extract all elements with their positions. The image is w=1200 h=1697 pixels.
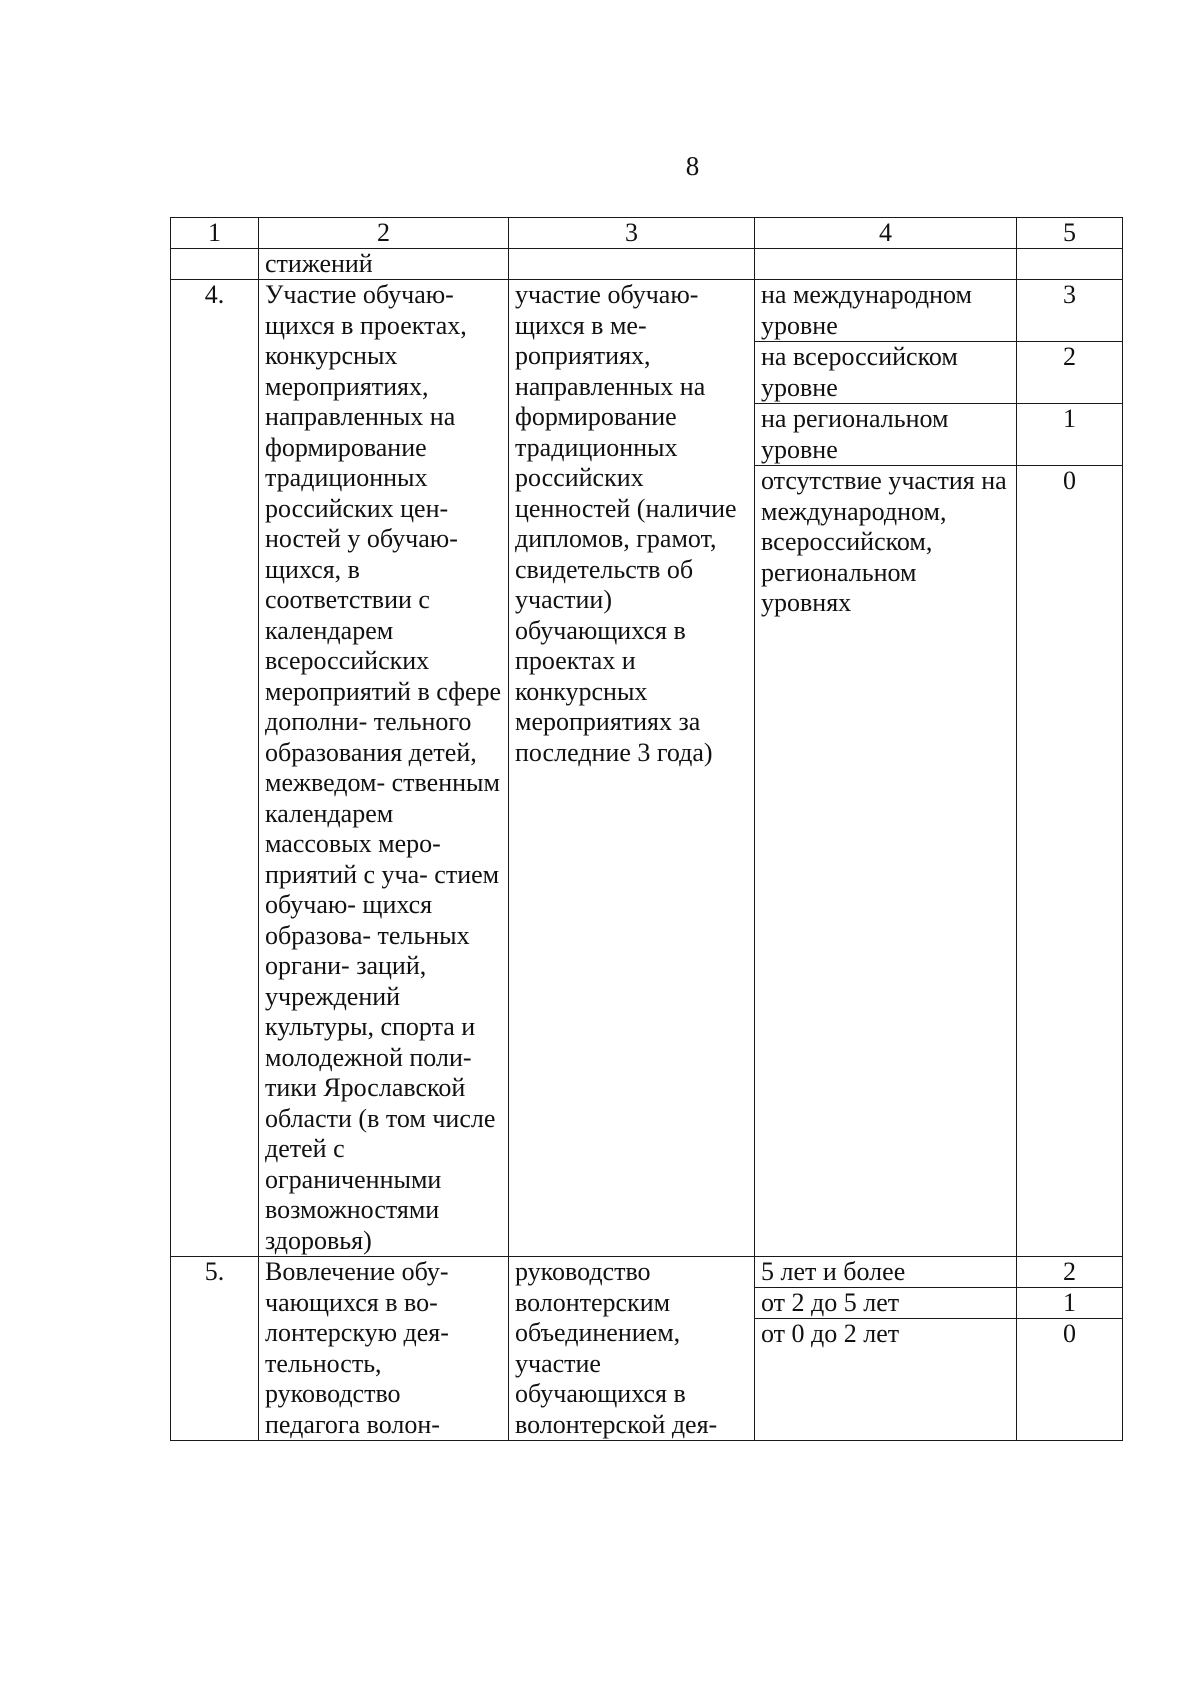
- criterion-cell: Участие обучаю- щихся в проектах, конкурсных мероприятиях, направленных на формирование традиционных российских цен- ностей у обучаю- щихся, в соответствии с календарем всероссийских мероприятий в сфере дополни- тельного образования детей, межведом- ственным календарем массовых меро- приятий с уча- стием обучаю- щихся образова- тельных органи- заций, учреждений культуры, спорта и молодежной поли- тики Ярославской области (в том числе детей с ограниченными возможностями здоровья): [259, 280, 509, 1257]
- score-cell: 0: [1017, 466, 1123, 1257]
- level-cell: на региональном уровне: [755, 404, 1017, 466]
- table-row: [171, 280, 1123, 342]
- header-cell-1: 1: [171, 218, 259, 249]
- header-cell-3: 3: [509, 218, 755, 249]
- indicator-cell: участие обучаю- щихся в ме- роприятиях, направленных на формирование традиционных российских ценностей (наличие дипломов, грамот, свидетельств об участии) обучающихся в проектах и конкурсных мероприятиях за последние 3 года): [509, 280, 755, 1257]
- level-cell: от 2 до 5 лет: [755, 1288, 1017, 1319]
- continuation-cell-2: стижений: [259, 249, 509, 280]
- score-cell: 2: [1017, 1257, 1123, 1288]
- indicator-cell: руководство волонтерским объединением, участие обучающихся в волонтерской дея-: [509, 1257, 755, 1441]
- level-cell: на всероссийском уровне: [755, 342, 1017, 404]
- level-cell: на международном уровне: [755, 280, 1017, 342]
- header-cell-5: 5: [1017, 218, 1123, 249]
- header-row: [171, 218, 1123, 249]
- score-cell: 1: [1017, 404, 1123, 466]
- row-number: 4.: [171, 280, 259, 1257]
- level-cell: 5 лет и более: [755, 1257, 1017, 1288]
- continuation-cell-3: [509, 249, 755, 280]
- score-cell: 3: [1017, 280, 1123, 342]
- row-number: 5.: [171, 1257, 259, 1441]
- score-cell: 2: [1017, 342, 1123, 404]
- header-cell-2: 2: [259, 218, 509, 249]
- criterion-cell: Вовлечение обу- чающихся в во- лонтерскую дея- тельность, руководство педагога волон-: [259, 1257, 509, 1441]
- continuation-row: [171, 249, 1123, 280]
- continuation-cell-1: [171, 249, 259, 280]
- score-cell: 1: [1017, 1288, 1123, 1319]
- page-number: 8: [685, 151, 700, 181]
- score-cell: 0: [1017, 1319, 1123, 1441]
- level-cell: от 0 до 2 лет: [755, 1319, 1017, 1441]
- header-cell-4: 4: [755, 218, 1017, 249]
- level-cell: отсутствие участия на международном, всероссийском, региональном уровнях: [755, 466, 1017, 1257]
- continuation-cell-5: [1017, 249, 1123, 280]
- criteria-table: [170, 217, 1123, 1441]
- continuation-cell-4: [755, 249, 1017, 280]
- table-row: [171, 1257, 1123, 1288]
